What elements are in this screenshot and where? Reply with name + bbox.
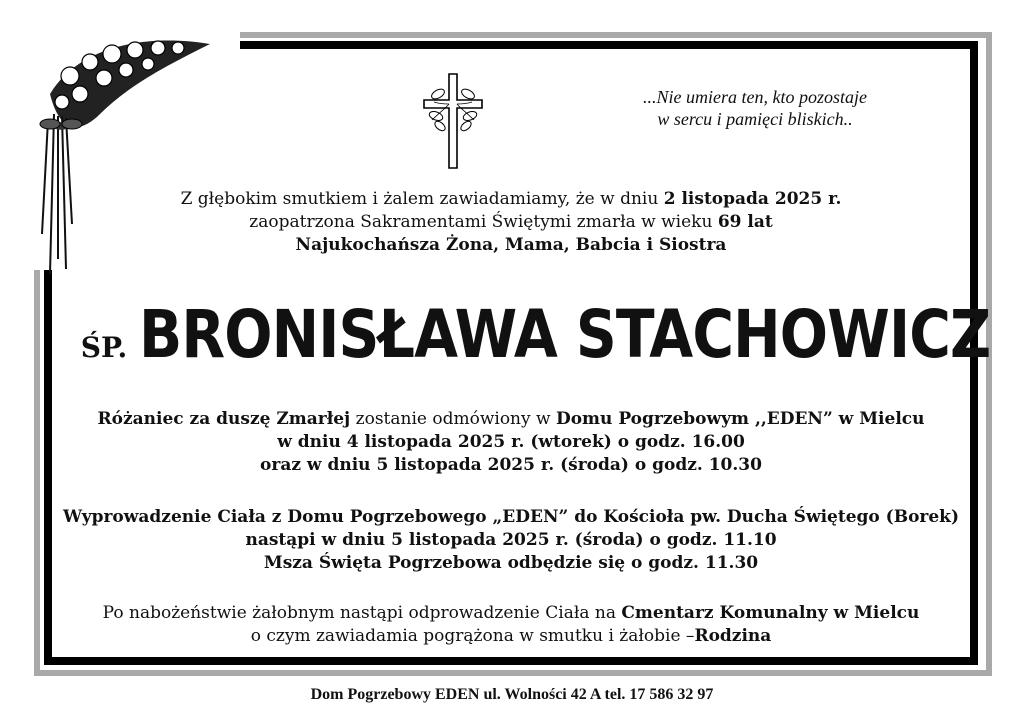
rosary-text: zostanie odmówiony w [350,409,556,429]
death-date: 2 listopada 2025 r. [663,189,842,209]
rosary-line-2 [50,431,972,454]
quote-line-2: w sercu i pamięci bliskich.. [657,109,853,129]
intro-line-2 [50,211,972,234]
procession-route: Wyprowadzenie Ciała z Domu Pogrzebowego „EDEN” do Kościoła pw. Ducha Świętego (Borek) [62,507,960,527]
memorial-quote [590,86,920,130]
intro-text: Z głębokim smutkiem i żalem zawiadamiamy, że w dniu [180,189,664,209]
procession-line-1 [50,506,972,529]
quote-line-1: ...Nie umiera ten, kto pozostaje [643,87,867,107]
rosary-line-1 [50,408,972,431]
cemetery-name: Cmentarz Komunalny w Mielcu [621,603,920,623]
deceased-name: BRONISŁAWA STACHOWICZ [139,296,991,373]
rosary-info [50,408,972,477]
death-announcement [50,188,972,257]
intro-line-3 [50,234,972,257]
intro-line-1 [50,188,972,211]
rosary-line-3 [50,454,972,477]
procession-line-2 [50,529,972,552]
rosary-time-1: w dniu 4 listopada 2025 r. (wtorek) o godz. 16.00 [277,432,745,452]
procession-time: nastąpi w dniu 5 listopada 2025 r. (środa) o godz. 11.10 [245,530,777,550]
rosary-title: Różaniec za duszę Zmarłej [97,409,351,429]
closing-text: o czym zawiadamia pogrążona w smutku i żałobie – [250,626,695,646]
funeral-procession-info [50,506,972,575]
funeral-home-footer: Dom Pogrzebowy EDEN ul. Wolności 42 A tel. 17 586 32 97 [310,686,714,703]
mass-time: Msza Święta Pogrzebowa odbędzie się o godz. 11.30 [263,553,759,573]
cross-with-lilies-icon [418,72,488,170]
closing-line-1 [50,602,972,625]
rosary-venue: Domu Pogrzebowym ,,EDEN” w Mielcu [555,409,925,429]
signature-family: Rodzina [694,626,772,646]
closing-text: Po nabożeństwie żałobnym nastąpi odprowadzenie Ciała na [102,603,622,623]
family-roles: Najukochańsza Żona, Mama, Babcia i Siostra [295,235,727,255]
rosary-time-2: oraz w dniu 5 listopada 2025 r. (środa) o godz. 10.30 [260,455,762,475]
deceased-name-row [60,296,991,386]
closing-line-2 [50,625,972,648]
intro-text: zaopatrzona Sakramentami Świętymi zmarła w wieku [249,212,718,232]
procession-line-3 [50,552,972,575]
age: 69 lat [717,212,773,232]
name-prefix: ŚP. [80,331,128,364]
burial-info [50,602,972,648]
